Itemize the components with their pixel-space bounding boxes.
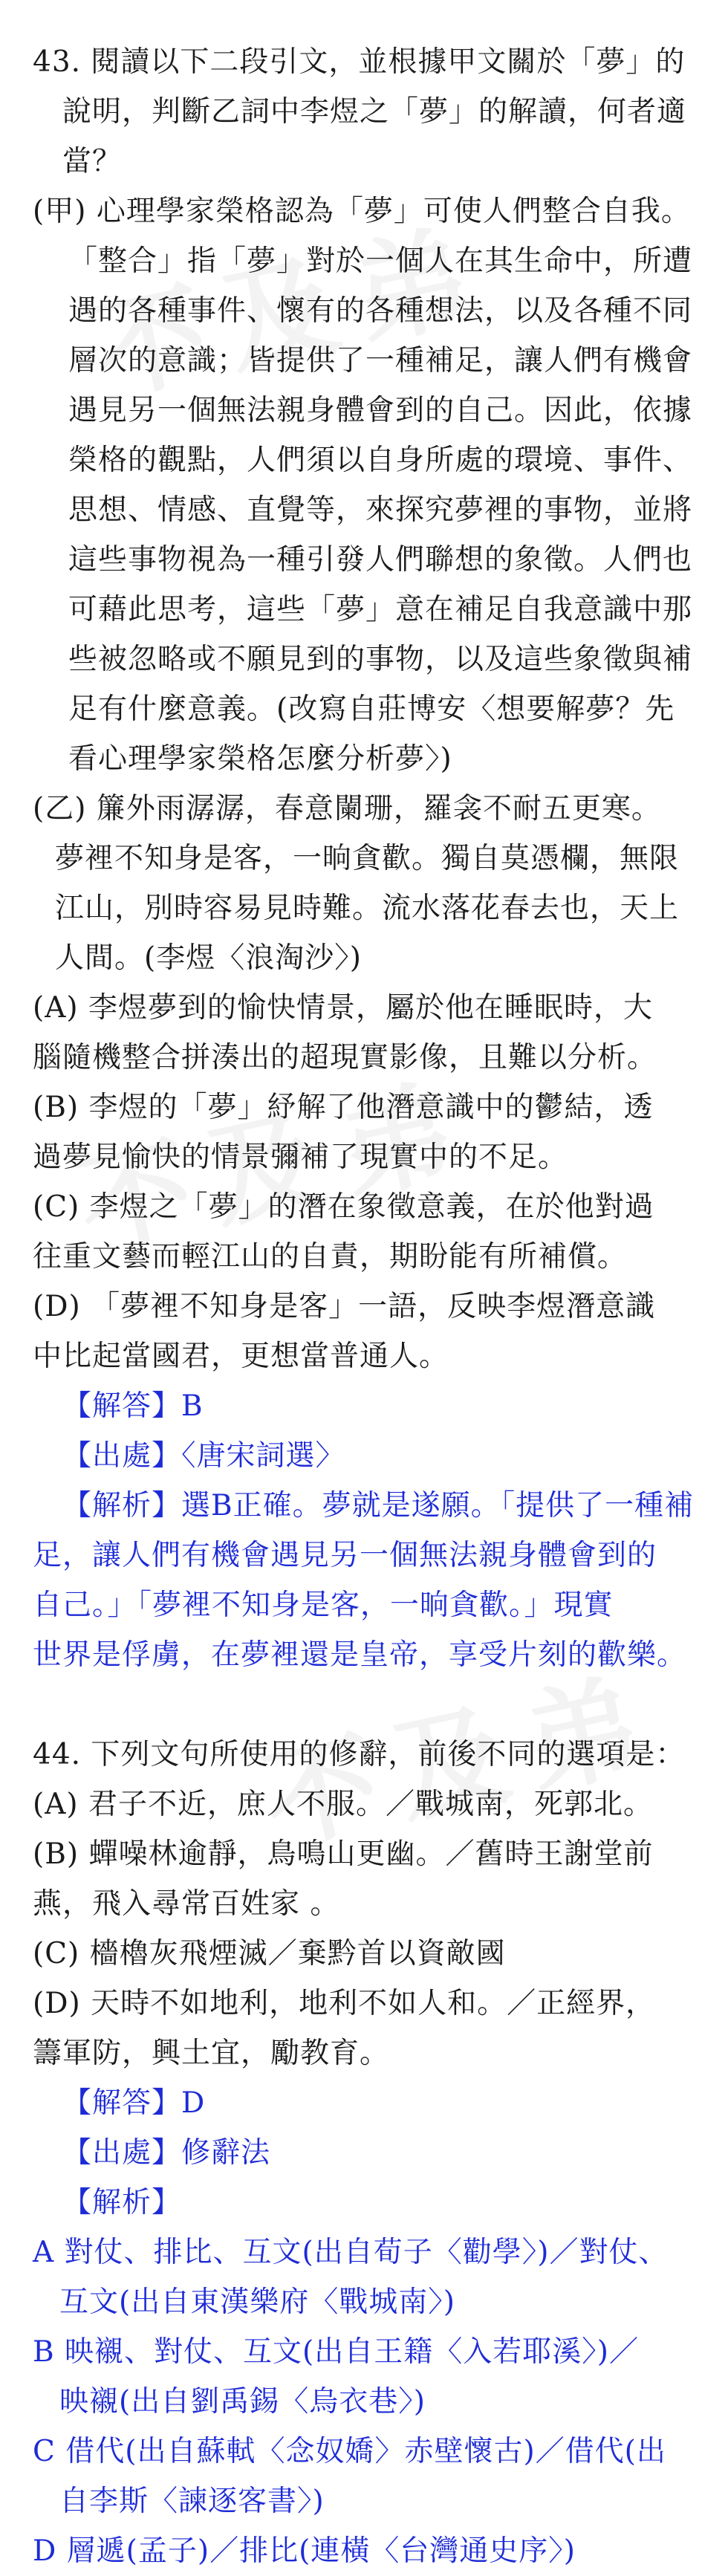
q44-analysis-a	[33, 2228, 700, 2327]
q43-options	[33, 983, 700, 1381]
q44-option-b-line-1: (B) 蟬噪林逾靜，鳥鳴山更幽。／舊時王謝堂前	[33, 1837, 654, 1871]
q43-option-c-line-2: 往重文藝而輕江山的自責，期盼能有所補償。	[33, 1240, 628, 1274]
passage-b-line-2: 夢裡不知身是客，一晌貪歡。獨自莫憑欄，無限	[55, 842, 680, 875]
passage-a-line-8: 這些事物視為一種引發人們聯想的象徵。人們也	[68, 543, 693, 577]
passage-a-line-10: 些被忽略或不願見到的事物，以及這些象徵與補	[68, 643, 693, 676]
q43-option-d-line-1: (D) 「夢裡不知身是客」一語，反映李煜潛意識	[33, 1290, 656, 1323]
passage-a-line-4: 層次的意識；皆提供了一種補足，讓人們有機會	[68, 344, 693, 377]
q43-answer-block	[33, 1381, 700, 1680]
section-spacer	[33, 1680, 700, 1730]
q44-option-c: (C) 檣櫓灰飛煙滅／棄黔首以資敵國	[33, 1937, 506, 1970]
q44-analysis-c-line-1: C 借代(出自蘇軾〈念奴嬌〉赤壁懷古)／借代(出	[33, 2435, 666, 2468]
q43-analysis-line-1: 【解析】選B正確。夢就是遂願。「提供了一種補	[62, 1489, 695, 1522]
q44-source: 【出處】修辭法	[62, 2136, 271, 2170]
passage-a-line-5: 遇見另一個無法親身體會到的自己。因此，依據	[68, 394, 693, 427]
q43-option-c-line-1: (C) 李煜之「夢」的潛在象徵意義，在於他對過	[33, 1190, 654, 1224]
q43-passage-a	[33, 186, 700, 784]
q44-stem: 44. 下列文句所使用的修辭，前後不同的選項是：	[33, 1738, 686, 1771]
passage-b-line-4: 人間。(李煜〈浪淘沙〉)	[55, 941, 362, 975]
q43-option-b-line-1: (B) 李煜的「夢」紓解了他潛意識中的鬱結，透	[33, 1091, 654, 1124]
passage-a-line-12: 看心理學家榮格怎麼分析夢〉)	[68, 742, 452, 776]
q44-analysis-a-line-2: 互文(出自東漢樂府〈戰城南〉)	[59, 2285, 455, 2319]
q43-stem-line-2: 說明，判斷乙詞中李煜之「夢」的解讀，何者適	[62, 95, 687, 129]
passage-a-line-3: 遇的各種事件、懷有的各種想法，以及各種不同	[68, 294, 693, 328]
q44-analysis-b-line-1: B 映襯、對仗、互文(出自王籍〈入若耶溪〉)／	[33, 2335, 639, 2369]
q44-options	[33, 1779, 700, 2078]
passage-a-line-11: 足有什麼意義。(改寫自莊博安〈想要解夢？先	[68, 692, 675, 726]
q43-option-d	[33, 1282, 700, 1381]
q44-analysis-d: D 層遞(孟子)／排比(連橫〈台灣通史序〉)	[33, 2534, 576, 2568]
q43-option-a-line-2: 腦隨機整合拼湊出的超現實影像，且難以分析。	[33, 1041, 657, 1074]
passage-a-line-7: 思想、情感、直覺等，來探究夢裡的事物，並將	[68, 493, 693, 527]
passage-b-line-3: 江山，別時容易見時難。流水落花春去也，天上	[55, 892, 680, 925]
q43-passage-b	[33, 784, 700, 983]
passage-b-line-1: (乙) 簾外雨潺潺，春意闌珊，羅衾不耐五更寒。	[33, 792, 661, 825]
passage-a-line-6: 榮格的觀點，人們須以自身所處的環境、事件、	[68, 444, 693, 477]
q43-analysis-line-3: 自己。」「夢裡不知身是客，一晌貪歡。」現實	[33, 1589, 614, 1622]
q44-analysis-label: 【解析】	[62, 2186, 182, 2219]
q43-option-d-line-2: 中比起當國君，更想當普通人。	[33, 1340, 449, 1373]
q43-stem-line-3: 當？	[62, 145, 123, 178]
q44-option-a: (A) 君子不近，庶人不服。／戰城南，死郭北。	[33, 1788, 653, 1821]
passage-a-line-2: 「整合」指「夢」對於一個人在其生命中，所遭	[68, 244, 693, 278]
q43-analysis-line-4: 世界是俘虜，在夢裡還是皇帝，享受片刻的歡樂。	[33, 1638, 687, 1672]
q43-stem-line-1: 43. 閱讀以下二段引文，並根據甲文關於「夢」的	[33, 45, 686, 79]
q43-source: 【出處】〈唐宋詞選〉	[62, 1439, 345, 1473]
q44-analysis-c-line-2: 自李斯〈諫逐客書〉)	[59, 2485, 325, 2518]
q43-option-b	[33, 1083, 700, 1182]
passage-a-line-9: 可藉此思考，這些「夢」意在補足自我意識中那	[68, 593, 693, 626]
question-44	[33, 1730, 700, 2576]
q43-stem	[33, 37, 700, 186]
question-43	[33, 37, 700, 1680]
q43-option-a-line-1: (A) 李煜夢到的愉快情景，屬於他在睡眠時，大	[33, 991, 653, 1025]
q44-option-b-line-2: 燕，飛入尋常百姓家 。	[33, 1887, 340, 1921]
q44-analysis-a-line-1: A 對仗、排比、互文(出自荀子〈勸學〉)／對仗、	[33, 2236, 669, 2269]
q44-answer: 【解答】D	[62, 2086, 206, 2120]
q44-option-b	[33, 1829, 700, 1929]
q44-analysis-b	[33, 2327, 700, 2427]
q44-option-d-line-1: (D) 天時不如地利，地利不如人和。／正經界，	[33, 1987, 656, 2020]
q43-analysis-line-2: 足，讓人們有機會遇見另一個無法親身體會到的	[33, 1539, 657, 1572]
q43-answer: 【解答】B	[62, 1389, 204, 1423]
passage-a-line-1: (甲) 心理學家榮格認為「夢」可使人們整合自我。	[33, 195, 691, 228]
q44-analysis-b-line-2: 映襯(出自劉禹錫〈烏衣巷〉)	[59, 2385, 426, 2418]
q44-analysis-c	[33, 2427, 700, 2526]
q43-option-c	[33, 1182, 700, 1282]
q43-option-b-line-2: 過夢見愉快的情景彌補了現實中的不足。	[33, 1141, 568, 1174]
q44-option-d-line-2: 籌軍防，興土宜，勵教育。	[33, 2037, 390, 2070]
q44-option-d	[33, 1979, 700, 2078]
q43-option-a	[33, 983, 700, 1083]
q44-answer-block	[33, 2078, 700, 2576]
